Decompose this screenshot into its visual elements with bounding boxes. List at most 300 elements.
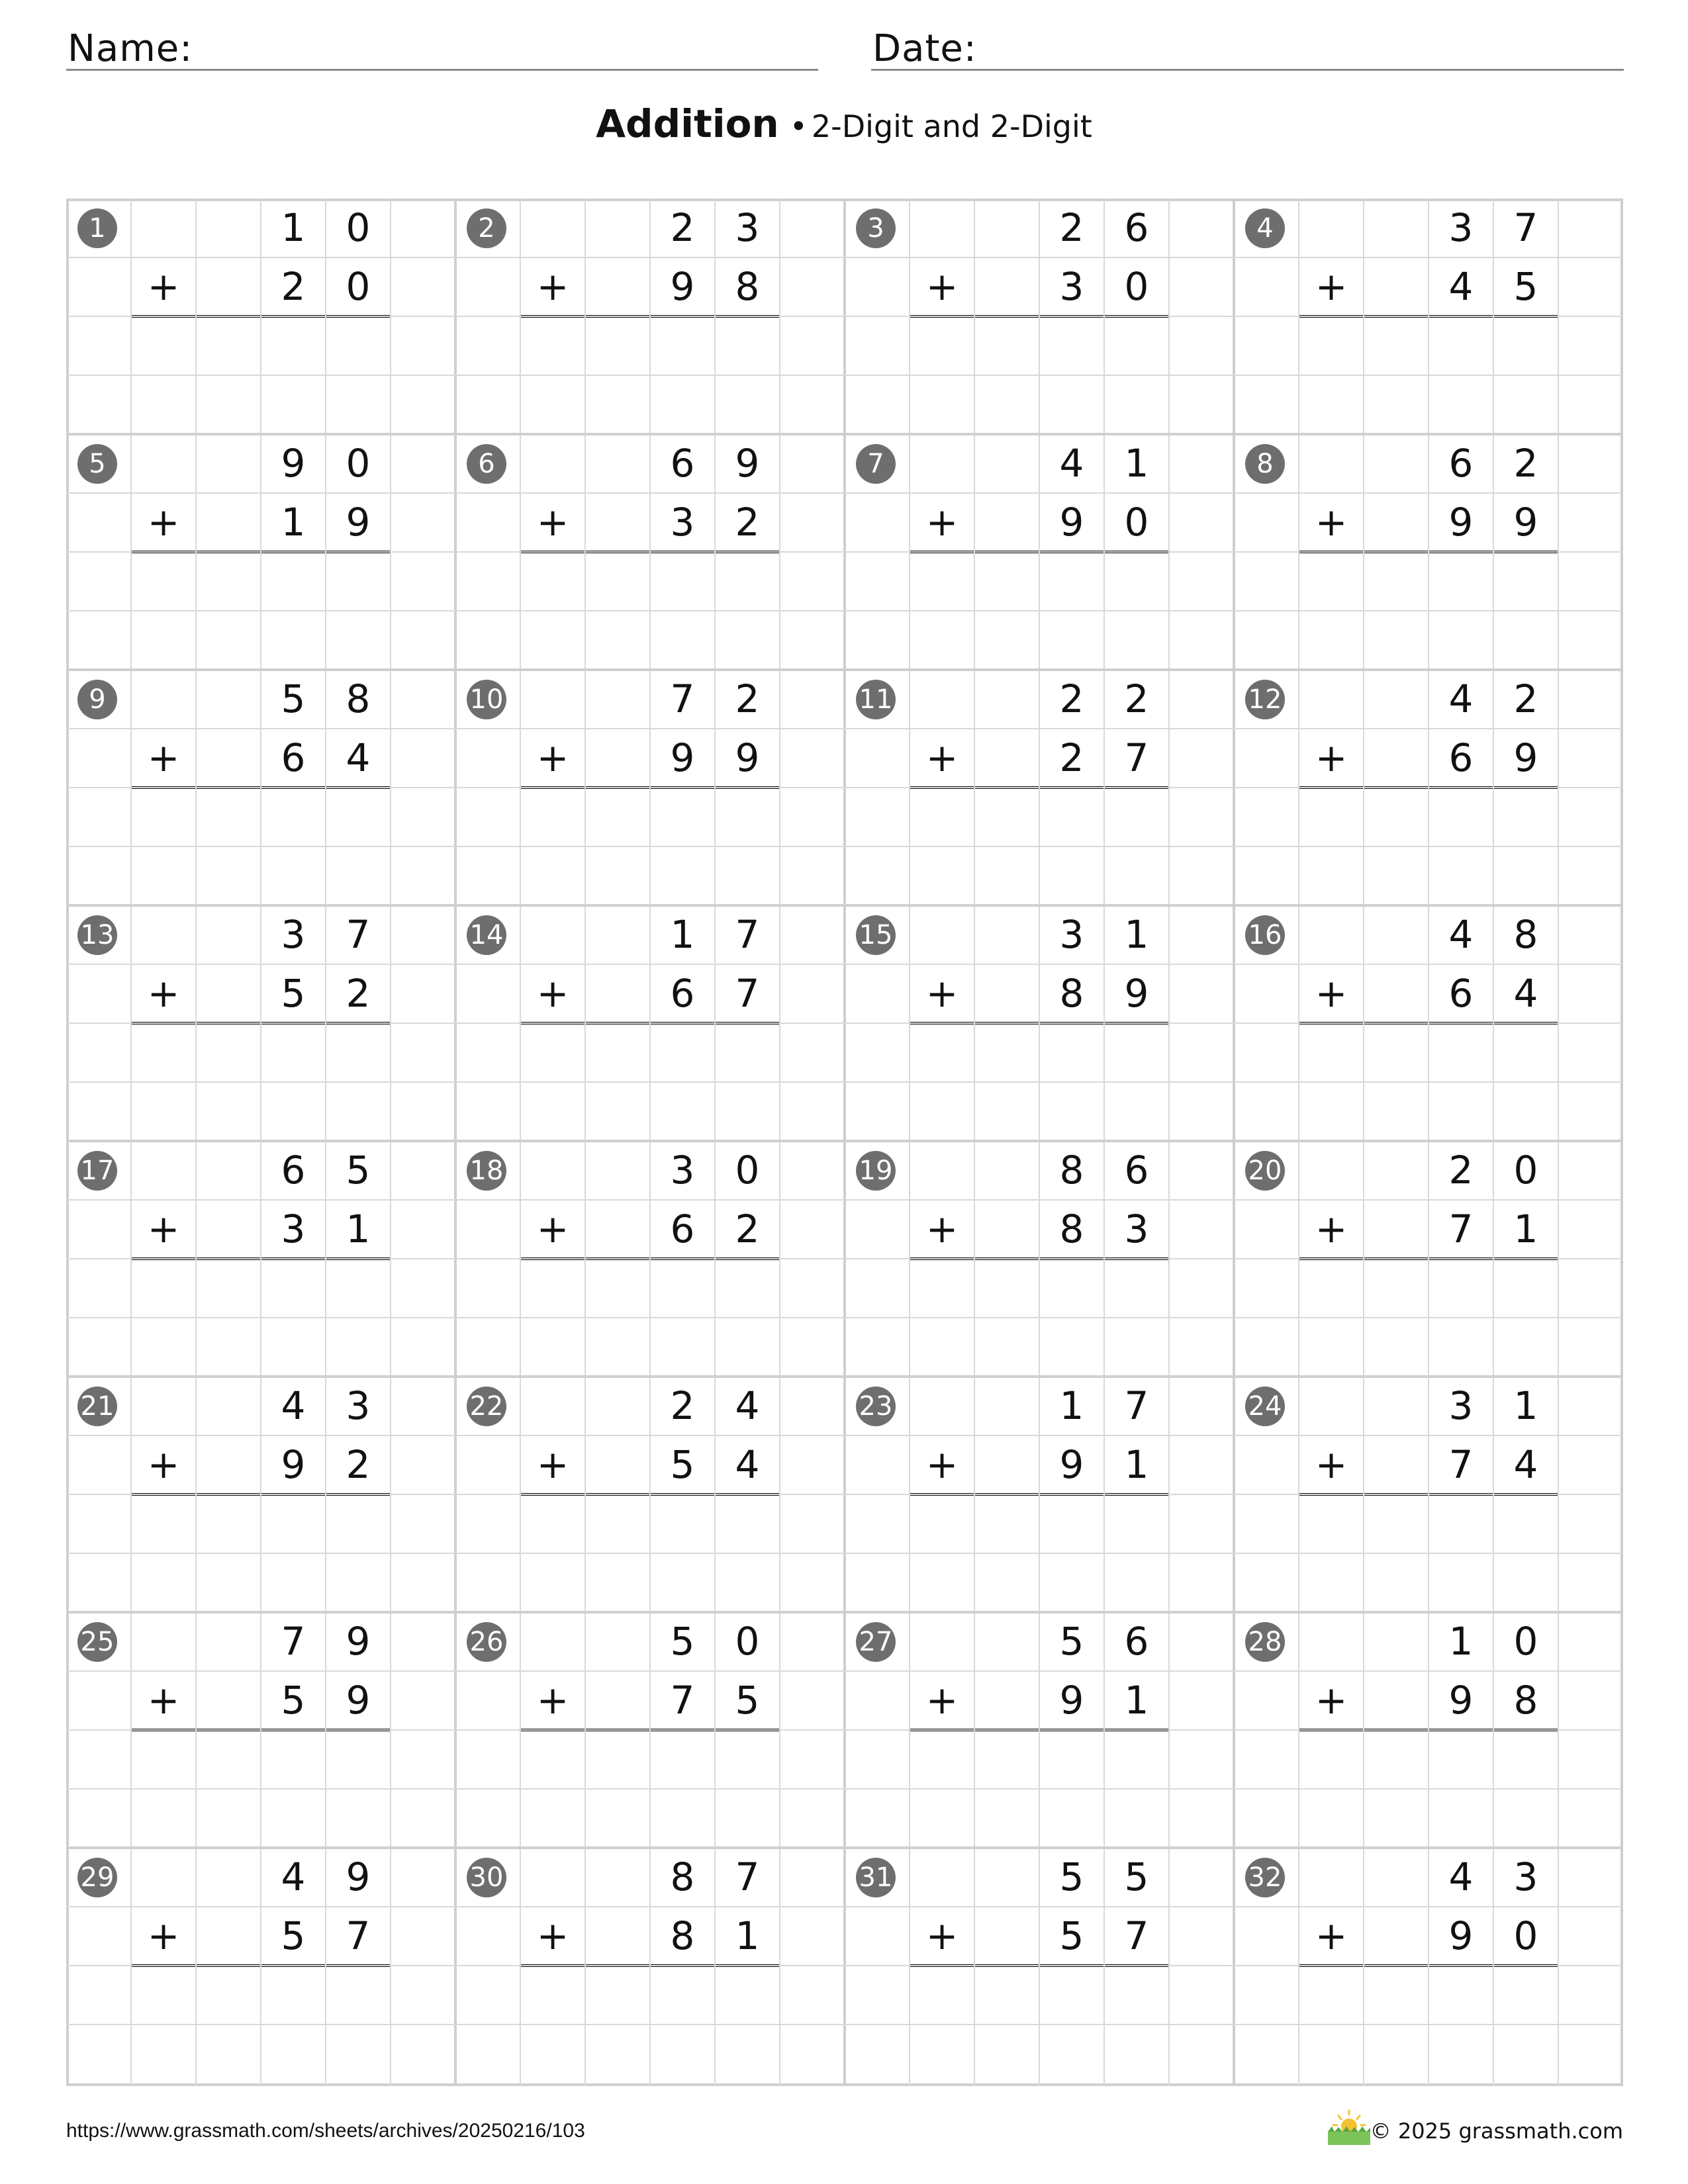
answer-hundreds-cell[interactable] [585,316,650,375]
addend-bottom-tens-digit: 5 [1059,1913,1084,1958]
problem-number-badge: 18 [467,1151,506,1191]
answer-ones-cell[interactable] [715,788,780,846]
answer-ones-cell[interactable] [1493,788,1558,846]
addend-top-ones-digit: 2 [1513,441,1538,486]
grid-vertical-line [1233,199,1235,2086]
answer-hundreds-cell[interactable] [585,1730,650,1789]
answer-ones-cell[interactable] [1104,1494,1169,1553]
answer-hundreds-cell[interactable] [1364,1023,1429,1082]
answer-ones-cell[interactable] [1493,1259,1558,1318]
plus-sign: + [925,500,959,545]
answer-tens-cell[interactable] [1429,1023,1493,1082]
addend-bottom-ones-digit: 1 [1124,1442,1149,1487]
answer-ones-cell[interactable] [326,788,391,846]
plus-sign: + [925,1206,959,1251]
grid-vertical-line [325,199,326,2086]
problem-number-badge: 1 [77,208,117,248]
addend-top-ones-digit: 0 [735,1148,760,1193]
plus-sign: + [147,500,180,545]
addend-bottom-ones-digit: 8 [735,264,760,309]
grid-horizontal-line [66,1729,1623,1731]
answer-ones-cell[interactable] [1104,552,1169,611]
addend-top-ones-digit: 3 [1513,1854,1538,1899]
answer-ones-cell[interactable] [326,316,391,375]
answer-hundreds-cell[interactable] [196,1966,261,2025]
addend-bottom-tens-digit: 8 [1059,1206,1084,1251]
answer-hundreds-cell[interactable] [196,552,261,611]
problem-number-badge: 32 [1245,1858,1285,1897]
grid-horizontal-line [66,1611,1623,1614]
answer-hundreds-cell[interactable] [974,552,1039,611]
addend-top-ones-digit: 9 [735,441,760,486]
answer-hundreds-cell[interactable] [585,1494,650,1553]
answer-hundreds-cell[interactable] [974,1259,1039,1318]
addend-top-ones-digit: 4 [735,1383,760,1428]
answer-tens-cell[interactable] [1429,316,1493,375]
grid-vertical-line [585,199,586,2086]
problem-number-badge: 6 [467,444,506,484]
addend-top-ones-digit: 9 [346,1854,371,1899]
grid-horizontal-line [66,1317,1623,1318]
answer-hundreds-cell[interactable] [1364,316,1429,375]
addend-top-ones-digit: 6 [1124,1619,1149,1664]
answer-hundreds-cell[interactable] [585,552,650,611]
answer-hundreds-cell[interactable] [974,1966,1039,2025]
addend-bottom-ones-digit: 1 [735,1913,760,1958]
addend-bottom-ones-digit: 2 [346,1442,371,1487]
answer-tens-cell[interactable] [650,316,715,375]
plus-sign: + [536,1206,569,1251]
plus-sign: + [1315,500,1348,545]
grid-horizontal-line [66,551,1623,553]
addend-bottom-tens-digit: 5 [281,1913,306,1958]
addend-top-tens-digit: 7 [281,1619,306,1664]
answer-ones-cell[interactable] [715,1966,780,2025]
answer-hundreds-cell[interactable] [1364,1730,1429,1789]
addend-bottom-ones-digit: 8 [1513,1678,1538,1723]
answer-ones-cell[interactable] [715,1730,780,1789]
grid-vertical-line [1298,199,1299,2086]
addend-top-ones-digit: 2 [735,676,760,721]
addend-top-ones-digit: 3 [735,205,760,250]
addend-top-ones-digit: 0 [735,1619,760,1664]
addend-top-ones-digit: 7 [1124,1383,1149,1428]
grid-horizontal-line [66,610,1623,612]
addend-top-tens-digit: 4 [1448,676,1474,721]
answer-tens-cell[interactable] [1039,1023,1104,1082]
plus-sign: + [1315,1913,1348,1958]
problem-number-badge: 9 [77,680,117,719]
answer-ones-cell[interactable] [1493,1730,1558,1789]
addend-bottom-tens-digit: 9 [670,735,695,780]
answer-hundreds-cell[interactable] [1364,552,1429,611]
problem-number-badge: 25 [77,1622,117,1662]
problem-number-badge: 16 [1245,915,1285,955]
problem-number-badge: 2 [467,208,506,248]
answer-hundreds-cell[interactable] [196,1259,261,1318]
answer-ones-cell[interactable] [1493,552,1558,611]
addend-bottom-ones-digit: 9 [346,500,371,545]
addend-top-tens-digit: 2 [670,205,695,250]
answer-ones-cell[interactable] [1493,316,1558,375]
grid-horizontal-line [66,1375,1623,1378]
problem-number-badge: 4 [1245,208,1285,248]
answer-ones-cell[interactable] [715,1494,780,1553]
grid-horizontal-line [66,1553,1623,1554]
grid-vertical-line [1428,199,1429,2086]
answer-tens-cell[interactable] [1429,1966,1493,2025]
grid-horizontal-line [66,668,1623,671]
problem-number-badge: 7 [856,444,896,484]
addend-top-ones-digit: 2 [1513,676,1538,721]
grid-horizontal-line [66,492,1623,494]
answer-hundreds-cell[interactable] [196,788,261,846]
addend-top-tens-digit: 2 [1448,1148,1474,1193]
addend-bottom-ones-digit: 2 [346,971,371,1016]
addend-top-tens-digit: 5 [670,1619,695,1664]
addend-top-tens-digit: 3 [281,912,306,957]
footer-url[interactable]: https://www.grassmath.com/sheets/archives/20250216/103 [66,2120,585,2142]
plus-sign: + [1315,1206,1348,1251]
addend-top-ones-digit: 1 [1124,912,1149,957]
plus-sign: + [1315,264,1348,309]
grid-vertical-line [1558,199,1559,2086]
addend-bottom-tens-digit: 7 [1448,1442,1474,1487]
footer-copyright: © 2025 grassmath.com [1370,2118,1623,2144]
addend-top-tens-digit: 3 [1448,1383,1474,1428]
answer-hundreds-cell[interactable] [1364,1966,1429,2025]
problem-number-badge: 8 [1245,444,1285,484]
answer-tens-cell[interactable] [1039,316,1104,375]
answer-tens-cell[interactable] [261,1023,326,1082]
addend-bottom-tens-digit: 9 [1448,500,1474,545]
addend-bottom-ones-digit: 2 [735,1206,760,1251]
grid-horizontal-line [66,728,1623,729]
plus-sign: + [1315,1678,1348,1723]
answer-hundreds-cell[interactable] [1364,1259,1429,1318]
grass-sun-logo-icon [1324,2107,1374,2146]
addend-bottom-tens-digit: 3 [281,1206,306,1251]
grid-horizontal-line [66,846,1623,847]
addend-top-tens-digit: 3 [670,1148,695,1193]
addend-top-tens-digit: 3 [1059,912,1084,957]
answer-ones-cell[interactable] [1493,1023,1558,1082]
addend-bottom-ones-digit: 1 [1124,1678,1149,1723]
answer-ones-cell[interactable] [326,1730,391,1789]
addend-bottom-ones-digit: 4 [735,1442,760,1487]
addend-bottom-ones-digit: 9 [735,735,760,780]
name-label: Name: [68,27,193,70]
addend-top-tens-digit: 3 [1448,205,1474,250]
plus-sign: + [925,1678,959,1723]
addend-top-tens-digit: 6 [281,1148,306,1193]
answer-tens-cell[interactable] [650,1023,715,1082]
answer-hundreds-cell[interactable] [974,1494,1039,1553]
problem-number-badge: 27 [856,1622,896,1662]
answer-ones-cell[interactable] [1493,1494,1558,1553]
problem-number-badge: 11 [856,680,896,719]
addend-top-ones-digit: 9 [346,1619,371,1664]
answer-tens-cell[interactable] [1429,788,1493,846]
answer-ones-cell[interactable] [1104,788,1169,846]
addend-bottom-tens-digit: 5 [281,1678,306,1723]
grid-horizontal-line [66,964,1623,965]
grid-vertical-line [1363,199,1364,2086]
grid-horizontal-line [66,1846,1623,1849]
grid-horizontal-line [66,375,1623,376]
addend-top-tens-digit: 8 [670,1854,695,1899]
addend-bottom-ones-digit: 1 [1513,1206,1538,1251]
addend-bottom-ones-digit: 9 [1513,735,1538,780]
answer-tens-cell[interactable] [1429,552,1493,611]
name-field[interactable] [66,20,818,71]
answer-tens-cell[interactable] [1039,1259,1104,1318]
grid-vertical-line [1103,199,1105,2086]
problem-number-badge: 23 [856,1387,896,1426]
answer-tens-cell[interactable] [650,788,715,846]
plus-sign: + [536,264,569,309]
addend-bottom-tens-digit: 9 [1448,1913,1474,1958]
answer-ones-cell[interactable] [715,1259,780,1318]
addend-top-ones-digit: 3 [346,1383,371,1428]
addend-top-ones-digit: 8 [346,676,371,721]
grid-horizontal-line [66,1906,1623,1907]
addend-bottom-tens-digit: 5 [281,971,306,1016]
answer-tens-cell[interactable] [261,1494,326,1553]
answer-tens-cell[interactable] [261,788,326,846]
grid-vertical-line [714,199,716,2086]
addend-bottom-tens-digit: 6 [1448,971,1474,1016]
addend-top-tens-digit: 4 [1059,441,1084,486]
addend-bottom-tens-digit: 2 [281,264,306,309]
answer-tens-cell[interactable] [650,1259,715,1318]
answer-ones-cell[interactable] [1104,1730,1169,1789]
addend-bottom-tens-digit: 3 [670,500,695,545]
addend-top-tens-digit: 8 [1059,1148,1084,1193]
addend-top-tens-digit: 4 [1448,912,1474,957]
grid-horizontal-line [66,1965,1623,1966]
addend-top-tens-digit: 7 [670,676,695,721]
plus-sign: + [536,735,569,780]
answer-hundreds-cell[interactable] [974,1730,1039,1789]
date-label: Date: [872,27,977,70]
answer-tens-cell[interactable] [261,552,326,611]
answer-hundreds-cell[interactable] [196,1494,261,1553]
addend-top-tens-digit: 2 [1059,205,1084,250]
addend-top-tens-digit: 1 [1059,1383,1084,1428]
grid-horizontal-line [66,1670,1623,1672]
answer-tens-cell[interactable] [1039,1730,1104,1789]
addend-top-tens-digit: 1 [670,912,695,957]
problem-number-badge: 15 [856,915,896,955]
title-subtitle: 2-Digit and 2-Digit [811,109,1092,144]
addend-top-tens-digit: 4 [281,1383,306,1428]
answer-ones-cell[interactable] [1104,1023,1169,1082]
answer-hundreds-cell[interactable] [1364,788,1429,846]
problem-number-badge: 31 [856,1858,896,1897]
addend-bottom-ones-digit: 4 [1513,1442,1538,1487]
addend-bottom-tens-digit: 8 [670,1913,695,1958]
addend-top-tens-digit: 1 [1448,1619,1474,1664]
problem-number-badge: 24 [1245,1387,1285,1426]
answer-tens-cell[interactable] [261,1259,326,1318]
problem-number-badge: 21 [77,1387,117,1426]
addend-bottom-tens-digit: 7 [1448,1206,1474,1251]
plus-sign: + [536,971,569,1016]
addend-top-ones-digit: 5 [346,1148,371,1193]
grid-vertical-line [1493,199,1494,2086]
answer-hundreds-cell[interactable] [974,316,1039,375]
addend-bottom-ones-digit: 0 [1513,1913,1538,1958]
answer-ones-cell[interactable] [1104,1259,1169,1318]
addend-top-tens-digit: 2 [670,1383,695,1428]
title-separator: • [789,109,808,144]
plus-sign: + [147,1678,180,1723]
addend-bottom-tens-digit: 8 [1059,971,1084,1016]
plus-sign: + [147,971,180,1016]
grid-vertical-line [1168,199,1170,2086]
answer-hundreds-cell[interactable] [196,316,261,375]
answer-tens-cell[interactable] [1429,1494,1493,1553]
addend-bottom-tens-digit: 7 [670,1678,695,1723]
addend-top-ones-digit: 1 [1124,441,1149,486]
grid-horizontal-line [66,787,1623,788]
plus-sign: + [536,1678,569,1723]
answer-tens-cell[interactable] [1429,1259,1493,1318]
answer-tens-cell[interactable] [1039,1494,1104,1553]
grid-vertical-line [195,199,197,2086]
problem-number-badge: 30 [467,1858,506,1897]
answer-tens-cell[interactable] [261,316,326,375]
grid-horizontal-line [66,1494,1623,1495]
addend-top-ones-digit: 0 [346,441,371,486]
addend-bottom-ones-digit: 0 [346,264,371,309]
addend-bottom-ones-digit: 9 [346,1678,371,1723]
answer-tens-cell[interactable] [1039,1966,1104,2025]
grid-vertical-line [649,199,651,2086]
answer-hundreds-cell[interactable] [585,1966,650,2025]
answer-ones-cell[interactable] [715,316,780,375]
title-main: Addition [596,101,779,146]
addend-top-ones-digit: 6 [1124,1148,1149,1193]
addend-bottom-ones-digit: 5 [1513,264,1538,309]
addend-bottom-tens-digit: 3 [1059,264,1084,309]
answer-ones-cell[interactable] [715,1023,780,1082]
date-field[interactable] [871,20,1624,71]
grid-horizontal-line [66,2024,1623,2025]
grid-horizontal-line [66,1140,1623,1142]
plus-sign: + [925,735,959,780]
addend-top-tens-digit: 2 [1059,676,1084,721]
addend-bottom-tens-digit: 9 [1059,1442,1084,1487]
answer-ones-cell[interactable] [1493,1966,1558,2025]
addend-top-ones-digit: 8 [1513,912,1538,957]
answer-tens-cell[interactable] [650,1494,715,1553]
grid-vertical-line [1039,199,1040,2086]
addend-bottom-tens-digit: 6 [670,1206,695,1251]
addend-top-tens-digit: 9 [281,441,306,486]
addend-top-tens-digit: 5 [1059,1619,1084,1664]
addend-bottom-ones-digit: 7 [735,971,760,1016]
answer-hundreds-cell[interactable] [974,788,1039,846]
plus-sign: + [147,1913,180,1958]
answer-tens-cell[interactable] [650,1730,715,1789]
answer-tens-cell[interactable] [1039,552,1104,611]
answer-tens-cell[interactable] [261,1966,326,2025]
addend-bottom-tens-digit: 9 [1059,1678,1084,1723]
addend-bottom-ones-digit: 4 [1513,971,1538,1016]
grid-vertical-line [843,199,846,2086]
addend-bottom-tens-digit: 2 [1059,735,1084,780]
problem-number-badge: 17 [77,1151,117,1191]
answer-hundreds-cell[interactable] [585,1023,650,1082]
answer-tens-cell[interactable] [650,1966,715,2025]
answer-tens-cell[interactable] [650,552,715,611]
answer-ones-cell[interactable] [326,1259,391,1318]
addend-top-tens-digit: 4 [281,1854,306,1899]
answer-ones-cell[interactable] [1104,1966,1169,2025]
grid-horizontal-line [66,1258,1623,1259]
addend-bottom-tens-digit: 9 [670,264,695,309]
answer-ones-cell[interactable] [326,1966,391,2025]
grid-horizontal-line [66,257,1623,258]
answer-hundreds-cell[interactable] [196,1023,261,1082]
answer-ones-cell[interactable] [715,552,780,611]
answer-hundreds-cell[interactable] [974,1023,1039,1082]
answer-hundreds-cell[interactable] [585,788,650,846]
grid-vertical-line [260,199,261,2086]
addend-bottom-tens-digit: 6 [670,971,695,1016]
grid-vertical-line [909,199,910,2086]
problem-number-badge: 22 [467,1387,506,1426]
grid-horizontal-line [66,904,1623,907]
addend-top-ones-digit: 7 [1513,205,1538,250]
addend-bottom-ones-digit: 4 [346,735,371,780]
answer-hundreds-cell[interactable] [196,1730,261,1789]
plus-sign: + [925,1442,959,1487]
answer-ones-cell[interactable] [326,1023,391,1082]
plus-sign: + [1315,1442,1348,1487]
grid-horizontal-line [66,316,1623,317]
answer-tens-cell[interactable] [1429,1730,1493,1789]
answer-ones-cell[interactable] [1104,316,1169,375]
answer-tens-cell[interactable] [1039,788,1104,846]
problem-number-badge: 14 [467,915,506,955]
answer-hundreds-cell[interactable] [1364,1494,1429,1553]
addend-top-tens-digit: 5 [1059,1854,1084,1899]
addend-bottom-ones-digit: 9 [1513,500,1538,545]
addend-bottom-ones-digit: 0 [1124,500,1149,545]
addend-bottom-tens-digit: 1 [281,500,306,545]
addend-top-ones-digit: 5 [1124,1854,1149,1899]
addend-top-ones-digit: 0 [1513,1619,1538,1664]
answer-ones-cell[interactable] [326,1494,391,1553]
plus-sign: + [147,264,180,309]
plus-sign: + [536,1913,569,1958]
problem-number-badge: 3 [856,208,896,248]
answer-tens-cell[interactable] [261,1730,326,1789]
addend-bottom-tens-digit: 9 [1059,500,1084,545]
answer-hundreds-cell[interactable] [585,1259,650,1318]
grid-horizontal-line [66,1023,1623,1024]
addend-bottom-ones-digit: 1 [346,1206,371,1251]
addend-top-ones-digit: 7 [346,912,371,957]
addend-bottom-ones-digit: 7 [346,1913,371,1958]
plus-sign: + [925,264,959,309]
answer-ones-cell[interactable] [326,552,391,611]
grid-horizontal-line [66,1199,1623,1201]
problem-number-badge: 12 [1245,680,1285,719]
